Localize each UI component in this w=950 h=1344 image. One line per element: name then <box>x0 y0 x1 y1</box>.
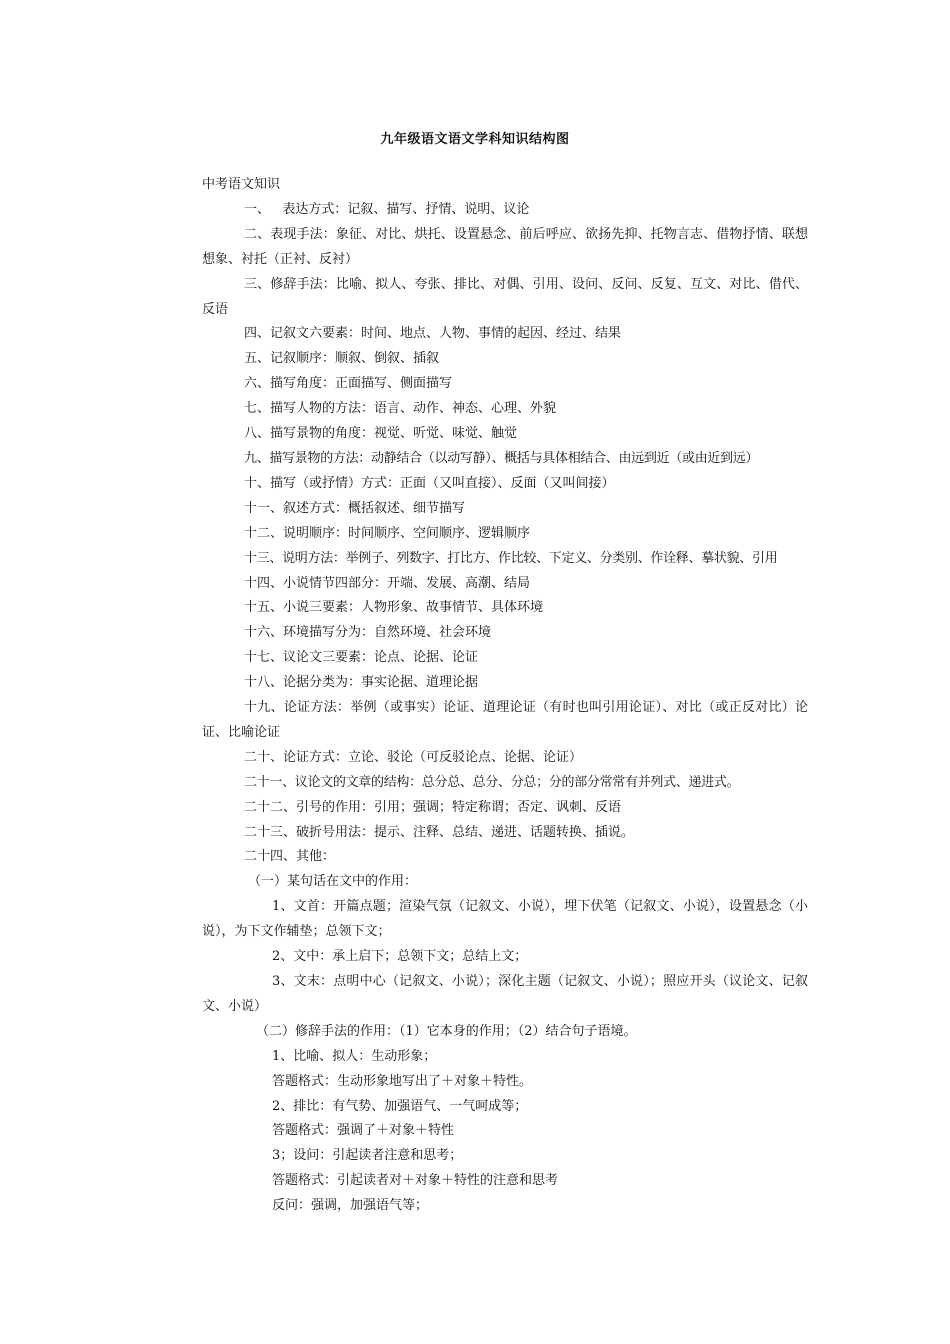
sub-point: 2、排比：有气势、加强语气、一气呵成等； <box>272 1098 528 1114</box>
list-item: 十二、说明顺序：时间顺序、空间顺序、逻辑顺序 <box>244 525 531 541</box>
list-item: 一、 表达方式：记叙、描写、抒情、说明、议论 <box>244 201 530 217</box>
list-item: 七、描写人物的方法：语言、动作、神态、心理、外貌 <box>244 401 557 417</box>
sub-point: 反问：强调，加强语气等； <box>272 1198 429 1214</box>
section-title: 中考语文知识 <box>202 177 281 192</box>
list-item: 十八、论据分类为：事实论据、道理论据 <box>244 675 479 691</box>
list-item: 二、表现手法：象征、对比、烘托、设置悬念、前后呼应、欲扬先抑、托物言志、借物抒情、联想想象、衬托（正衬、反衬） <box>202 226 808 267</box>
list-item: 二十一、议论文的文章的结构：总分总、总分、分总；分的部分常常有并列式、递进式。 <box>244 774 740 790</box>
list-item: 十六、环境描写分为：自然环境、社会环境 <box>244 625 492 641</box>
list-item: 二十三、破折号用法：提示、注释、总结、递进、话题转换、插说。 <box>244 824 635 840</box>
list-item: 十三、说明方法：举例子、列数字、打比方、作比较、下定义、分类别、作诠释、摹状貌、引用 <box>244 550 778 566</box>
page-title: 九年级语文语文学科知识结构图 <box>380 132 570 147</box>
subsection-heading: （一）某句话在文中的作用： <box>248 874 418 890</box>
answer-format: 答题格式：生动形象地写出了＋对象＋特性。 <box>272 1073 533 1089</box>
list-item: 二十、论证方式：立论、驳论（可反驳论点、论据、论证） <box>244 749 583 765</box>
list-item: 六、描写角度：正面描写、侧面描写 <box>244 376 453 392</box>
list-item: 三、修辞手法：比喻、拟人、夸张、排比、对偶、引用、设问、反问、反复、互文、对比、借代、反语 <box>202 276 808 317</box>
list-item: 八、描写景物的角度：视觉、听觉、味觉、触觉 <box>244 426 518 442</box>
sub-point: 3；设问：引起读者注意和思考； <box>272 1148 463 1164</box>
list-item: 十九、论证方法：举例（或事实）论证、道理论证（有时也叫引用论证）、对比（或正反对比）论证、比喻论证 <box>202 700 808 740</box>
document-body <box>202 173 808 1219</box>
sub-point: 2、文中：承上启下；总领下文；总结上文； <box>272 949 528 965</box>
list-item: 十、描写（或抒情）方式：正面（又叫直接）、反面（又叫间接） <box>244 475 615 491</box>
sub-point: 1、比喻、拟人：生动形象； <box>272 1048 437 1064</box>
list-item: 十五、小说三要素：人物形象、故事情节、具体环境 <box>244 600 544 616</box>
sub-point: 1、文首：开篇点题；渲染气氛（记叙文、小说），埋下伏笔（记叙文、小说），设置悬念（小说），为下文作辅垫；总领下文； <box>202 899 808 940</box>
answer-format: 答题格式：强调了＋对象＋特性 <box>272 1123 455 1139</box>
list-item: 五、记叙顺序：顺叙、倒叙、插叙 <box>244 351 440 367</box>
list-item: 二十四、其他： <box>244 849 336 865</box>
list-item: 十一、叙述方式：概括叙述、细节描写 <box>244 500 466 516</box>
list-item: 二十二、引号的作用：引用；强调；特定称谓；否定、讽刺、反语 <box>244 799 622 815</box>
list-item: 九、描写景物的方法：动静结合（以动写静）、概括与具体相结合、由远到近（或由近到远） <box>244 450 759 466</box>
list-item: 四、记叙文六要素：时间、地点、人物、事情的起因、经过、结果 <box>244 326 622 342</box>
list-item: 十四、小说情节四部分：开端、发展、高潮、结局 <box>244 575 531 591</box>
answer-format: 答题格式：引起读者对＋对象＋特性的注意和思考 <box>272 1173 559 1189</box>
sub-point: 3、文末：点明中心（记叙文、小说）；深化主题（记叙文、小说）；照应开头（议论文、记叙文、小说） <box>202 974 808 1014</box>
list-item: 十七、议论文三要素：论点、论据、论证 <box>244 650 479 666</box>
subsection-heading: （二）修辞手法的作用：（1）它本身的作用；（2）结合句子语境。 <box>256 1023 637 1039</box>
